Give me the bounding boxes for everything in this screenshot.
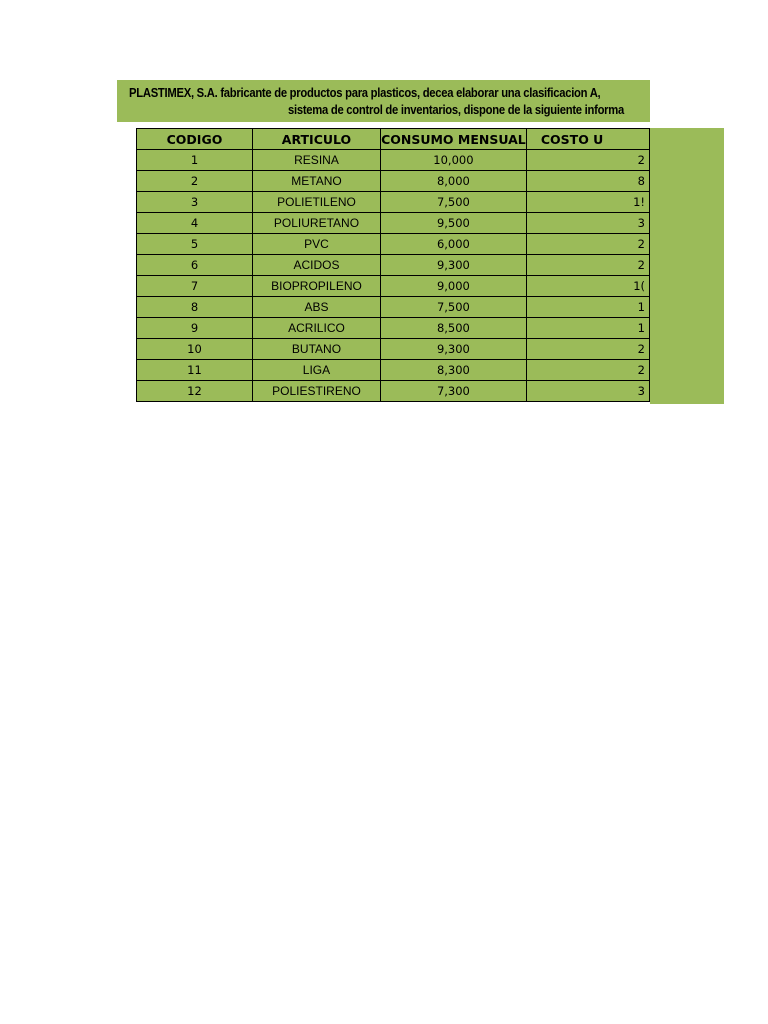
cell-costo: 1! [526, 192, 649, 213]
cell-costo: 2 [526, 150, 649, 171]
cell-articulo: RESINA [252, 150, 380, 171]
cell-articulo: ACIDOS [252, 255, 380, 276]
cell-articulo: ACRILICO [252, 318, 380, 339]
cell-costo: 1 [526, 297, 649, 318]
cell-costo: 1( [526, 276, 649, 297]
cell-articulo: BIOPROPILENO [252, 276, 380, 297]
cell-consumo: 7,500 [380, 192, 526, 213]
cell-codigo: 11 [137, 360, 253, 381]
cell-consumo: 7,300 [380, 381, 526, 402]
cell-codigo: 4 [137, 213, 253, 234]
title-line-2: sistema de control de inventarios, dispone de la siguiente informa [288, 103, 625, 117]
table-row [137, 213, 650, 234]
cell-codigo: 5 [137, 234, 253, 255]
header-articulo: ARTICULO [252, 129, 380, 150]
cell-articulo: METANO [252, 171, 380, 192]
cell-consumo: 6,000 [380, 234, 526, 255]
table-row [137, 297, 650, 318]
cell-consumo: 9,300 [380, 255, 526, 276]
table-background-extension [650, 128, 724, 404]
table-header-row [137, 129, 650, 150]
cell-codigo: 1 [137, 150, 253, 171]
cell-codigo: 3 [137, 192, 253, 213]
cell-codigo: 9 [137, 318, 253, 339]
cell-codigo: 8 [137, 297, 253, 318]
table-row [137, 255, 650, 276]
inventory-table [136, 128, 650, 402]
cell-costo: 2 [526, 339, 649, 360]
cell-costo: 2 [526, 360, 649, 381]
table-row [137, 276, 650, 297]
cell-costo: 3 [526, 213, 649, 234]
table-row [137, 339, 650, 360]
cell-codigo: 12 [137, 381, 253, 402]
cell-consumo: 8,500 [380, 318, 526, 339]
cell-articulo: POLIETILENO [252, 192, 380, 213]
cell-articulo: LIGA [252, 360, 380, 381]
header-codigo: CODIGO [137, 129, 253, 150]
inventory-table-container [136, 128, 650, 405]
cell-articulo: POLIESTIRENO [252, 381, 380, 402]
cell-costo: 1 [526, 318, 649, 339]
cell-costo: 3 [526, 381, 649, 402]
cell-articulo: ABS [252, 297, 380, 318]
cell-consumo: 9,300 [380, 339, 526, 360]
cell-articulo: PVC [252, 234, 380, 255]
table-row [137, 150, 650, 171]
cell-costo: 2 [526, 234, 649, 255]
cell-consumo: 8,300 [380, 360, 526, 381]
cell-consumo: 8,000 [380, 171, 526, 192]
table-row [137, 192, 650, 213]
cell-costo: 8 [526, 171, 649, 192]
header-consumo-mensual: CONSUMO MENSUAL [380, 129, 526, 150]
table-row [137, 381, 650, 402]
title-line-1: PLASTIMEX, S.A. fabricante de productos para plasticos, decea elaborar una clasificacion A, [129, 86, 601, 100]
cell-codigo: 10 [137, 339, 253, 360]
table-row [137, 360, 650, 381]
cell-codigo: 6 [137, 255, 253, 276]
cell-articulo: BUTANO [252, 339, 380, 360]
title-banner [117, 80, 650, 122]
table-row [137, 234, 650, 255]
table-row [137, 318, 650, 339]
cell-consumo: 9,000 [380, 276, 526, 297]
cell-costo: 2 [526, 255, 649, 276]
header-costo-unitario: COSTO U [526, 129, 649, 150]
cell-codigo: 7 [137, 276, 253, 297]
cell-consumo: 9,500 [380, 213, 526, 234]
cell-consumo: 7,500 [380, 297, 526, 318]
cell-codigo: 2 [137, 171, 253, 192]
table-row [137, 171, 650, 192]
cell-articulo: POLIURETANO [252, 213, 380, 234]
cell-consumo: 10,000 [380, 150, 526, 171]
